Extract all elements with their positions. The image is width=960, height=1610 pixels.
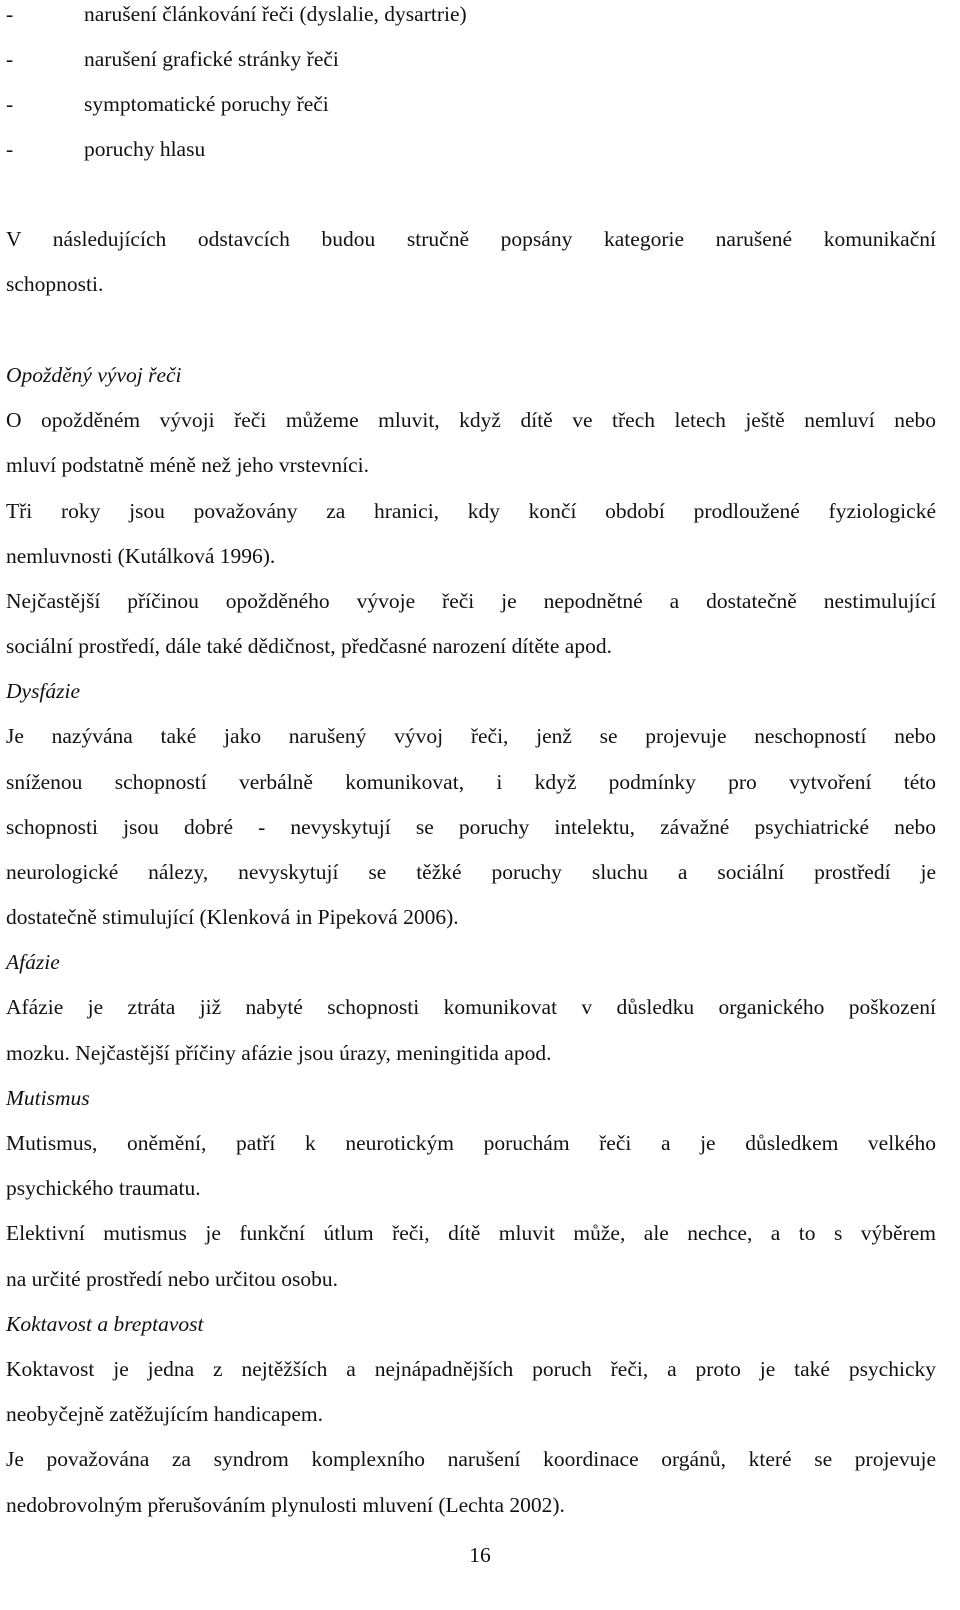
list-item <box>6 0 936 29</box>
paragraph-line: Elektivní mutismus je funkční útlum řeči, dítě mluvit může, ale nechce, a to s výběrem <box>6 1221 936 1245</box>
list-item <box>6 89 936 119</box>
section-heading-delayed-speech: Opožděný vývoj řeči <box>6 363 182 387</box>
section-heading-aphasia: Afázie <box>6 950 60 974</box>
paragraph-line: Je nazývána také jako narušený vývoj řeči, jenž se projevuje neschopností nebo <box>6 724 936 748</box>
list-dash: - <box>6 137 14 161</box>
list-dash: - <box>6 47 14 71</box>
section-heading-dysphasia: Dysfázie <box>6 679 81 703</box>
list-dash: - <box>6 2 14 26</box>
page-number: 16 <box>469 1543 491 1567</box>
paragraph-line: dostatečně stimulující (Klenková in Pipeková 2006). <box>6 905 459 929</box>
section-heading-mutism: Mutismus <box>6 1086 90 1110</box>
paragraph-line: nedobrovolným přerušováním plynulosti mluvení (Lechta 2002). <box>6 1493 565 1517</box>
paragraph-line: neobyčejně zatěžujícím handicapem. <box>6 1402 323 1426</box>
paragraph-line: Mutismus, oněmění, patří k neurotickým poruchám řeči a je důsledkem velkého <box>6 1131 936 1155</box>
list-item-text: poruchy hlasu <box>84 137 206 161</box>
paragraph-line: nemluvnosti (Kutálková 1996). <box>6 544 276 568</box>
paragraph-line: sníženou schopností verbálně komunikovat, i když podmínky pro vytvoření této <box>6 770 936 794</box>
paragraph-line: Nejčastější příčinou opožděného vývoje řeči je nepodnětné a dostatečně nestimulující <box>6 589 936 613</box>
list-item-text: narušení grafické stránky řeči <box>84 47 339 71</box>
intro-line: schopnosti. <box>6 272 104 296</box>
intro-line: V následujících odstavcích budou stručně popsány kategorie narušené komunikační <box>6 227 936 251</box>
paragraph-line: psychického traumatu. <box>6 1176 201 1200</box>
paragraph-line: Koktavost je jedna z nejtěžších a nejnápadnějších poruch řeči, a proto je také psychicky <box>6 1357 936 1381</box>
paragraph-line: mozku. Nejčastější příčiny afázie jsou úrazy, meningitida apod. <box>6 1041 552 1065</box>
list-item <box>6 44 936 74</box>
paragraph-line: O opožděném vývoji řeči můžeme mluvit, když dítě ve třech letech ještě nemluví nebo <box>6 408 936 432</box>
paragraph-line: na určité prostředí nebo určitou osobu. <box>6 1267 338 1291</box>
paragraph-line: schopnosti jsou dobré - nevyskytují se poruchy intelektu, závažné psychiatrické nebo <box>6 815 936 839</box>
list-item <box>6 134 936 164</box>
paragraph-line: Afázie je ztráta již nabyté schopnosti komunikovat v důsledku organického poškození <box>6 995 936 1019</box>
list-item-text: narušení článkování řeči (dyslalie, dysartrie) <box>84 2 467 26</box>
paragraph-line: mluví podstatně méně než jeho vrstevníci. <box>6 453 370 477</box>
paragraph-line: neurologické nálezy, nevyskytují se těžké poruchy sluchu a sociální prostředí je <box>6 860 936 884</box>
paragraph-line: Je považována za syndrom komplexního narušení koordinace orgánů, které se projevuje <box>6 1447 936 1471</box>
paragraph-line: sociální prostředí, dále také dědičnost, předčasné narození dítěte apod. <box>6 634 612 658</box>
list-dash: - <box>6 92 14 116</box>
section-heading-stuttering: Koktavost a breptavost <box>6 1312 204 1336</box>
paragraph-line: Tři roky jsou považovány za hranici, kdy končí období prodloužené fyziologické <box>6 499 936 523</box>
list-item-text: symptomatické poruchy řeči <box>84 92 329 116</box>
